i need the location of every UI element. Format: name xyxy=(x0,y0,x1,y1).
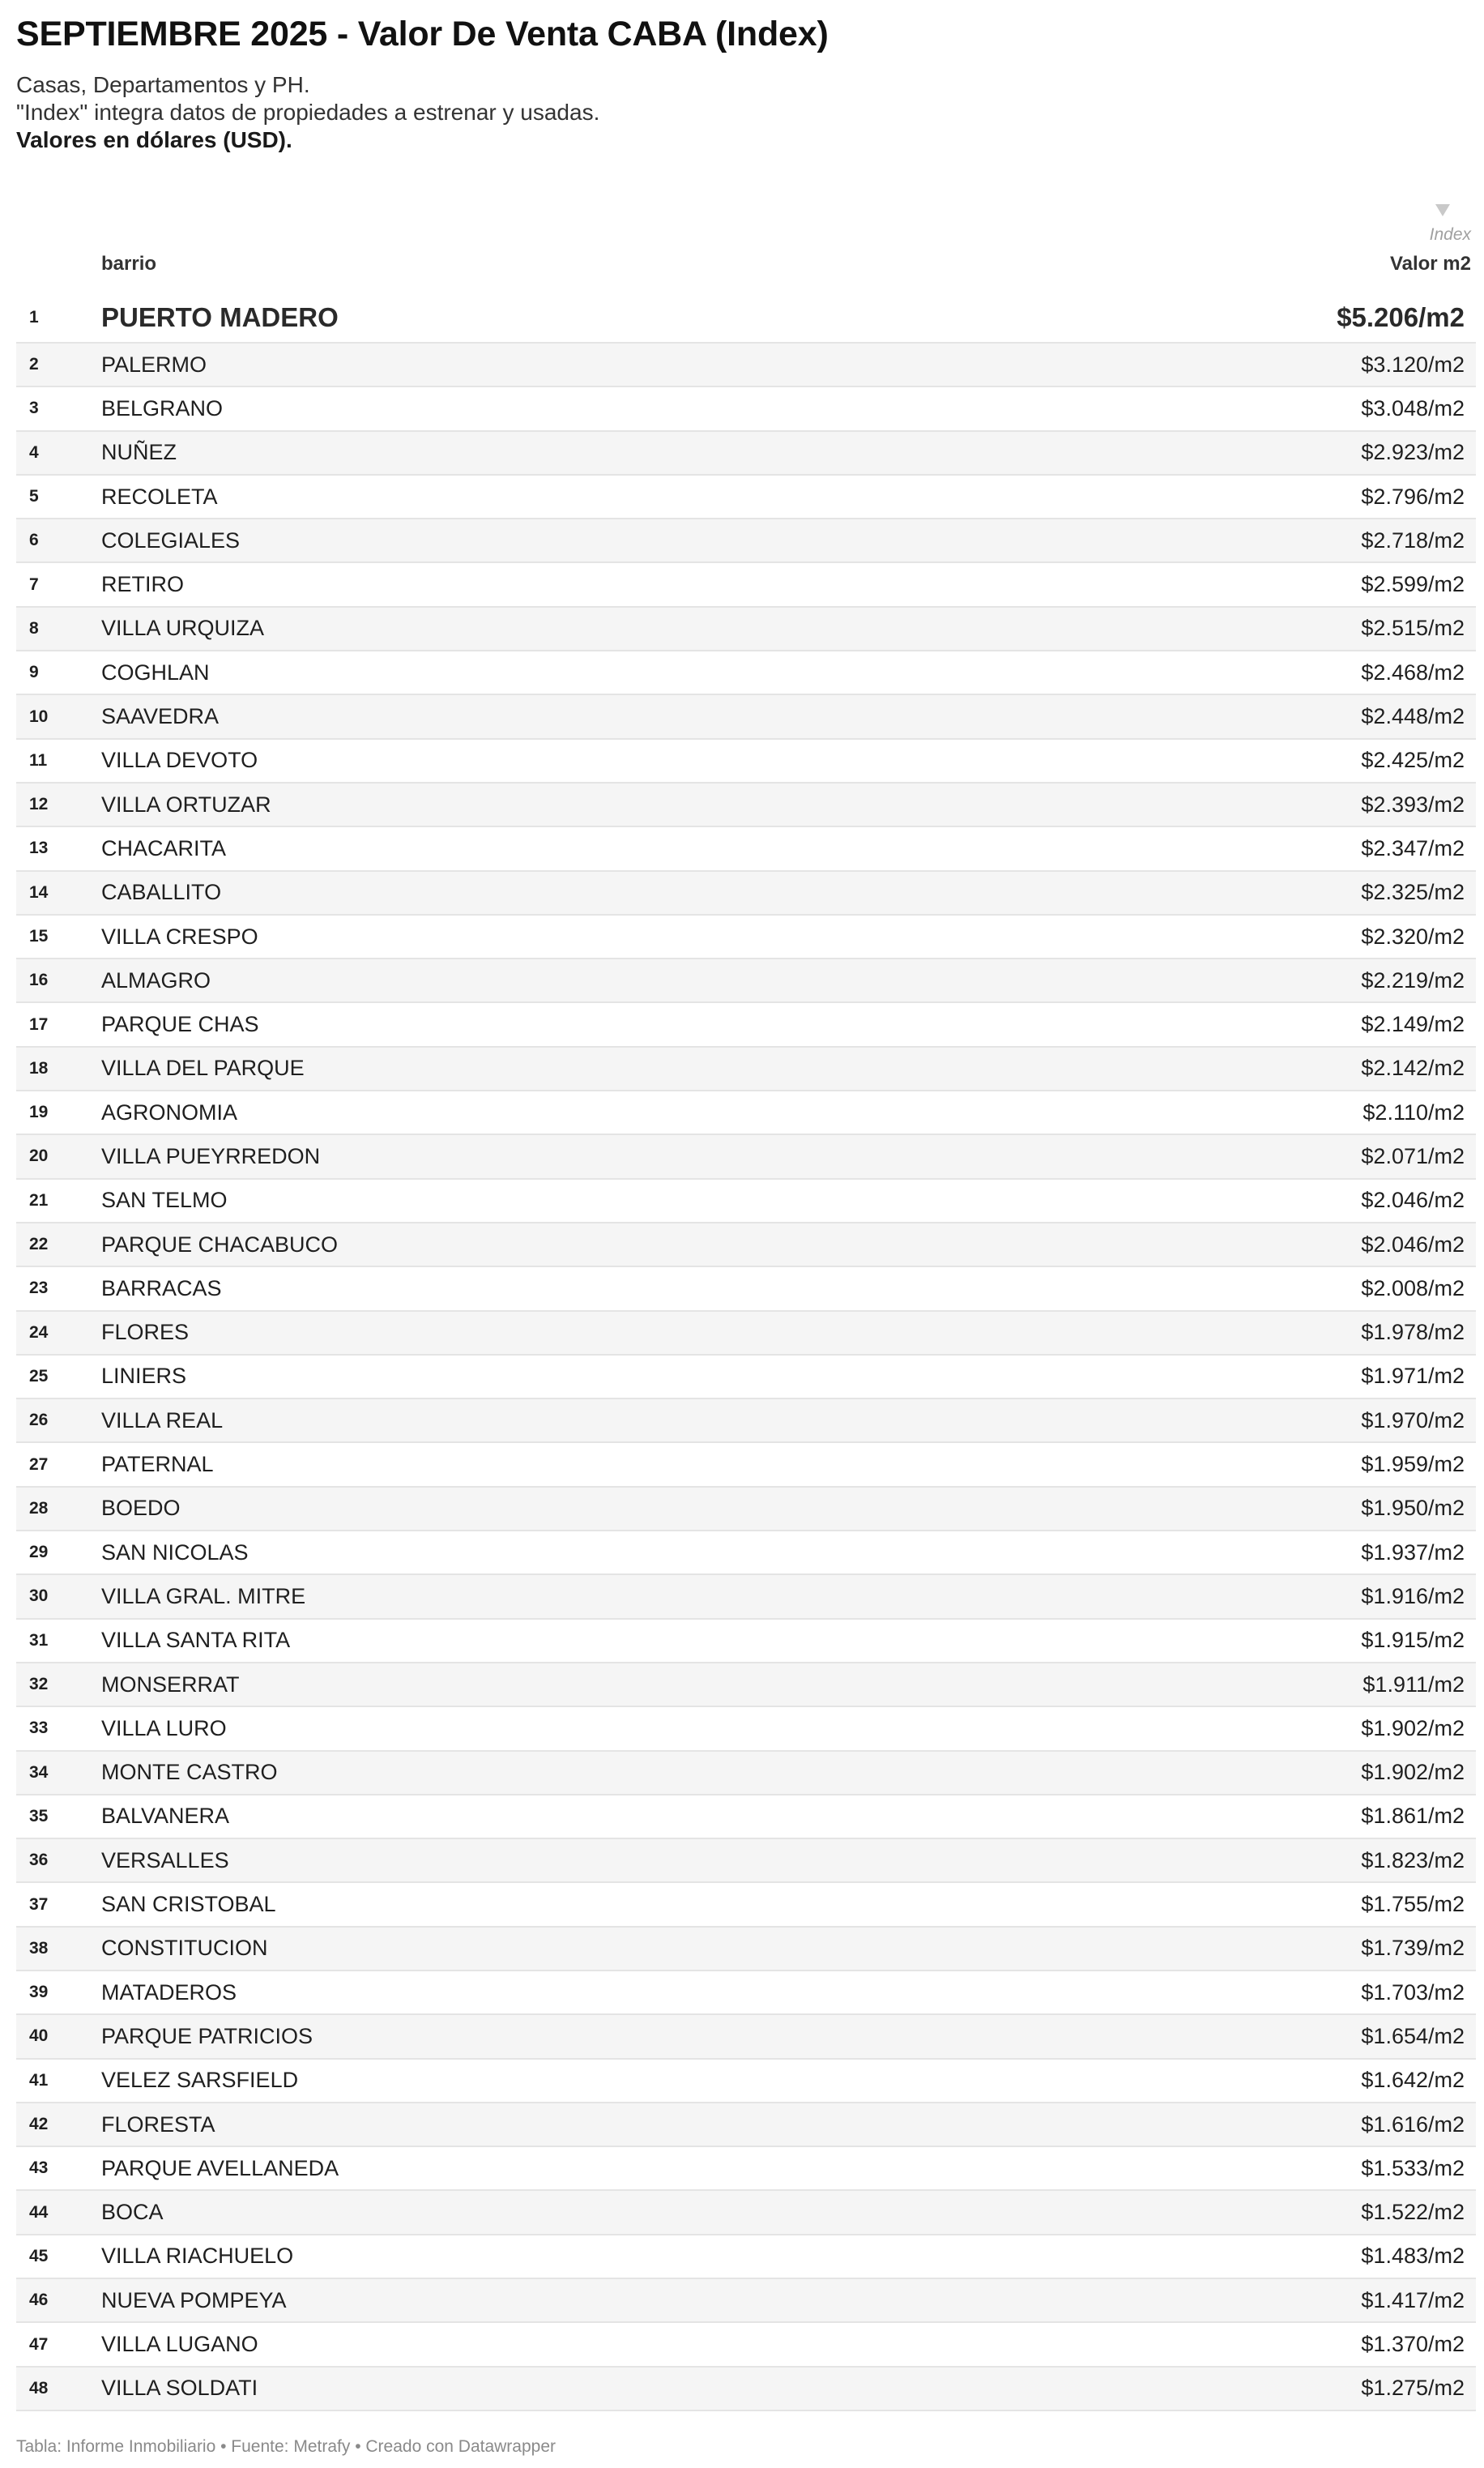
row-barrio: VILLA DEL PARQUE xyxy=(101,1056,305,1081)
row-barrio: PATERNAL xyxy=(101,1452,214,1477)
table-row xyxy=(16,1180,1476,1223)
row-rank: 6 xyxy=(29,531,39,550)
table-row xyxy=(16,1443,1476,1487)
row-rank: 35 xyxy=(29,1806,49,1825)
table-row xyxy=(16,1620,1476,1663)
row-valor: $1.275/m2 xyxy=(1361,2376,1465,2401)
row-valor: $1.937/m2 xyxy=(1361,1539,1465,1565)
row-rank: 30 xyxy=(29,1586,49,1606)
row-barrio: BOEDO xyxy=(101,1496,181,1521)
row-valor: $5.206/m2 xyxy=(1337,302,1465,332)
table-row xyxy=(16,1267,1476,1311)
table-row xyxy=(16,740,1476,784)
row-valor: $3.120/m2 xyxy=(1361,352,1465,377)
row-rank: 20 xyxy=(29,1146,49,1166)
table-row xyxy=(16,827,1476,871)
row-rank: 7 xyxy=(29,574,39,594)
row-rank: 29 xyxy=(29,1543,49,1562)
row-barrio: FLORESTA xyxy=(101,2111,215,2137)
row-barrio: BARRACAS xyxy=(101,1275,222,1300)
row-rank: 26 xyxy=(29,1411,49,1430)
row-valor: $2.425/m2 xyxy=(1361,748,1465,773)
row-valor: $2.393/m2 xyxy=(1361,792,1465,817)
table-row xyxy=(16,1135,1476,1179)
row-barrio: PUERTO MADERO xyxy=(101,302,339,332)
row-valor: $2.796/m2 xyxy=(1361,484,1465,509)
table-row xyxy=(16,1795,1476,1839)
row-barrio: VILLA LUGANO xyxy=(101,2332,258,2356)
row-rank: 15 xyxy=(29,927,49,946)
row-valor: $2.008/m2 xyxy=(1361,1275,1465,1300)
subtitle-line-2: "Index" integra datos de propiedades a estrenar y usadas. xyxy=(16,100,600,125)
table-row xyxy=(16,432,1476,476)
row-valor: $1.654/m2 xyxy=(1361,2023,1465,2048)
row-rank: 12 xyxy=(29,795,49,814)
row-valor: $2.718/m2 xyxy=(1361,527,1465,553)
row-barrio: VERSALLES xyxy=(101,1847,229,1872)
sort-column-label: Index xyxy=(1429,225,1471,244)
row-rank: 33 xyxy=(29,1719,49,1738)
row-barrio: RETIRO xyxy=(101,572,185,597)
row-valor: $1.417/m2 xyxy=(1361,2287,1465,2312)
table-row xyxy=(16,608,1476,651)
column-header-valor[interactable]: Valor m2 xyxy=(1389,253,1471,275)
row-valor: $1.642/m2 xyxy=(1361,2068,1465,2093)
row-valor: $1.739/m2 xyxy=(1361,1936,1465,1961)
row-valor: $1.916/m2 xyxy=(1361,1583,1465,1608)
row-barrio: MONTE CASTRO xyxy=(101,1760,278,1785)
row-rank: 46 xyxy=(29,2291,49,2310)
row-rank: 45 xyxy=(29,2246,49,2265)
row-valor: $1.755/m2 xyxy=(1361,1892,1465,1917)
table-row xyxy=(16,387,1476,431)
row-barrio: VILLA SOLDATI xyxy=(101,2376,258,2401)
row-valor: $1.522/m2 xyxy=(1361,2200,1465,2225)
row-valor: $1.911/m2 xyxy=(1362,1672,1465,1697)
row-rank: 2 xyxy=(29,355,39,374)
row-barrio: MONSERRAT xyxy=(101,1672,240,1697)
table-row xyxy=(16,959,1476,1003)
row-barrio: CONSTITUCION xyxy=(101,1936,268,1961)
row-rank: 14 xyxy=(29,882,49,902)
table-row xyxy=(16,1707,1476,1751)
row-valor: $1.950/m2 xyxy=(1361,1496,1465,1521)
table-row xyxy=(16,784,1476,827)
row-barrio: VILLA GRAL. MITRE xyxy=(101,1583,306,1608)
row-rank: 3 xyxy=(29,399,39,418)
row-valor: $2.468/m2 xyxy=(1361,660,1465,685)
row-valor: $1.823/m2 xyxy=(1361,1847,1465,1872)
row-rank: 11 xyxy=(29,750,48,770)
row-valor: $2.046/m2 xyxy=(1361,1232,1465,1257)
row-valor: $2.923/m2 xyxy=(1361,440,1465,465)
row-rank: 47 xyxy=(29,2334,49,2354)
row-valor: $3.048/m2 xyxy=(1361,395,1465,421)
table-row xyxy=(16,293,1476,344)
row-rank: 43 xyxy=(29,2158,49,2178)
table-row xyxy=(16,2103,1476,2147)
row-barrio: PARQUE PATRICIOS xyxy=(101,2023,313,2048)
row-barrio: VILLA RIACHUELO xyxy=(101,2244,294,2269)
row-valor: $2.515/m2 xyxy=(1361,616,1465,641)
row-barrio: VELEZ SARSFIELD xyxy=(101,2068,299,2093)
row-barrio: NUEVA POMPEYA xyxy=(101,2287,287,2312)
row-rank: 32 xyxy=(29,1675,49,1694)
row-barrio: LINIERS xyxy=(101,1364,187,1389)
row-valor: $1.861/m2 xyxy=(1361,1804,1465,1829)
row-barrio: PARQUE AVELLANEDA xyxy=(101,2155,339,2180)
row-barrio: MATADEROS xyxy=(101,1979,237,2005)
table-row xyxy=(16,1399,1476,1443)
table-row xyxy=(16,1971,1476,2015)
subtitle xyxy=(16,71,599,154)
row-barrio: BELGRANO xyxy=(101,395,224,421)
table-row xyxy=(16,1839,1476,1883)
table-row xyxy=(16,2368,1476,2411)
row-valor: $2.347/m2 xyxy=(1361,835,1465,860)
row-barrio: AGRONOMIA xyxy=(101,1099,238,1125)
table-row xyxy=(16,2235,1476,2279)
table-row xyxy=(16,916,1476,959)
row-barrio: VILLA SANTA RITA xyxy=(101,1628,291,1653)
row-rank: 19 xyxy=(29,1103,49,1122)
row-barrio: SAN TELMO xyxy=(101,1188,228,1213)
row-valor: $1.970/m2 xyxy=(1361,1407,1465,1433)
table-row xyxy=(16,651,1476,695)
page-title: SEPTIEMBRE 2025 - Valor De Venta CABA (Index) xyxy=(16,15,829,53)
row-rank: 34 xyxy=(29,1762,49,1782)
row-valor: $2.320/m2 xyxy=(1361,924,1465,949)
row-rank: 22 xyxy=(29,1235,49,1254)
row-valor: $1.703/m2 xyxy=(1361,1979,1465,2005)
subtitle-line-3: Valores en dólares (USD). xyxy=(16,127,292,152)
row-barrio: VILLA PUEYRREDON xyxy=(101,1143,321,1168)
row-barrio: SAN CRISTOBAL xyxy=(101,1892,276,1917)
row-valor: $1.483/m2 xyxy=(1361,2244,1465,2269)
data-table xyxy=(16,293,1476,2411)
row-rank: 4 xyxy=(29,442,39,462)
row-rank: 39 xyxy=(29,1983,49,2002)
column-header-barrio[interactable]: barrio xyxy=(101,253,157,275)
table-row xyxy=(16,2191,1476,2235)
row-valor: $2.448/m2 xyxy=(1361,704,1465,729)
row-barrio: VILLA CRESPO xyxy=(101,924,258,949)
row-rank: 38 xyxy=(29,1938,49,1958)
table-row xyxy=(16,1531,1476,1575)
row-barrio: PARQUE CHAS xyxy=(101,1012,259,1037)
table-row xyxy=(16,1048,1476,1091)
table-row xyxy=(16,2147,1476,2191)
footer-credits: Tabla: Informe Inmobiliario • Fuente: Metrafy • Creado con Datawrapper xyxy=(16,2437,556,2456)
table-row xyxy=(16,1223,1476,1267)
table-row xyxy=(16,2323,1476,2367)
row-rank: 41 xyxy=(29,2070,49,2090)
table-row xyxy=(16,1312,1476,1356)
row-valor: $1.616/m2 xyxy=(1361,2111,1465,2137)
row-barrio: PALERMO xyxy=(101,352,207,377)
table-row xyxy=(16,519,1476,563)
table-row xyxy=(16,344,1476,387)
row-barrio: SAN NICOLAS xyxy=(101,1539,249,1565)
row-rank: 13 xyxy=(29,839,49,858)
row-rank: 21 xyxy=(29,1190,49,1210)
row-rank: 37 xyxy=(29,1894,49,1914)
subtitle-line-1: Casas, Departamentos y PH. xyxy=(16,72,310,97)
row-barrio: VILLA URQUIZA xyxy=(101,616,265,641)
row-barrio: VILLA LURO xyxy=(101,1715,227,1740)
row-rank: 1 xyxy=(29,308,39,327)
table-row xyxy=(16,695,1476,739)
row-rank: 31 xyxy=(29,1630,49,1650)
row-rank: 36 xyxy=(29,1851,49,1870)
table-row xyxy=(16,563,1476,607)
row-valor: $2.325/m2 xyxy=(1361,880,1465,905)
row-valor: $2.142/m2 xyxy=(1361,1056,1465,1081)
row-rank: 24 xyxy=(29,1322,49,1342)
row-barrio: ALMAGRO xyxy=(101,967,211,993)
row-rank: 18 xyxy=(29,1058,49,1078)
table-row xyxy=(16,1003,1476,1047)
row-rank: 5 xyxy=(29,487,39,506)
row-rank: 23 xyxy=(29,1279,49,1298)
table-row xyxy=(16,872,1476,916)
row-barrio: CHACARITA xyxy=(101,835,227,860)
row-valor: $2.046/m2 xyxy=(1361,1188,1465,1213)
row-valor: $2.110/m2 xyxy=(1362,1099,1465,1125)
row-barrio: VILLA REAL xyxy=(101,1407,224,1433)
row-valor: $2.071/m2 xyxy=(1361,1143,1465,1168)
row-barrio: COGHLAN xyxy=(101,660,210,685)
row-rank: 44 xyxy=(29,2202,49,2222)
row-valor: $1.959/m2 xyxy=(1361,1452,1465,1477)
row-rank: 48 xyxy=(29,2378,49,2398)
row-barrio: BOCA xyxy=(101,2200,164,2225)
row-valor: $2.149/m2 xyxy=(1361,1012,1465,1037)
sort-descending-icon[interactable] xyxy=(1435,204,1450,216)
row-valor: $1.971/m2 xyxy=(1361,1364,1465,1389)
table-row xyxy=(16,2060,1476,2103)
row-rank: 27 xyxy=(29,1454,49,1474)
row-barrio: VILLA DEVOTO xyxy=(101,748,258,773)
row-barrio: COLEGIALES xyxy=(101,527,241,553)
row-barrio: VILLA ORTUZAR xyxy=(101,792,271,817)
row-rank: 40 xyxy=(29,2026,49,2046)
table-row xyxy=(16,1488,1476,1531)
row-barrio: SAAVEDRA xyxy=(101,704,220,729)
row-valor: $1.370/m2 xyxy=(1361,2332,1465,2356)
row-rank: 9 xyxy=(29,663,39,682)
row-rank: 25 xyxy=(29,1366,49,1386)
table-row xyxy=(16,1663,1476,1707)
row-rank: 28 xyxy=(29,1498,49,1518)
row-valor: $2.219/m2 xyxy=(1361,967,1465,993)
table-row xyxy=(16,1883,1476,1927)
row-barrio: PARQUE CHACABUCO xyxy=(101,1232,339,1257)
row-barrio: CABALLITO xyxy=(101,880,222,905)
row-valor: $2.599/m2 xyxy=(1361,572,1465,597)
row-valor: $1.978/m2 xyxy=(1361,1320,1465,1345)
row-rank: 42 xyxy=(29,2115,49,2134)
table-row xyxy=(16,2015,1476,2059)
row-rank: 17 xyxy=(29,1014,49,1034)
row-barrio: BALVANERA xyxy=(101,1804,230,1829)
row-valor: $1.915/m2 xyxy=(1361,1628,1465,1653)
table-row xyxy=(16,1091,1476,1135)
row-rank: 8 xyxy=(29,618,39,638)
row-barrio: FLORES xyxy=(101,1320,190,1345)
row-valor: $1.902/m2 xyxy=(1361,1760,1465,1785)
table-row xyxy=(16,1575,1476,1619)
row-barrio: NUÑEZ xyxy=(101,440,177,465)
row-barrio: RECOLETA xyxy=(101,484,218,509)
row-valor: $1.902/m2 xyxy=(1361,1715,1465,1740)
row-rank: 10 xyxy=(29,707,49,726)
table-row xyxy=(16,1752,1476,1795)
table-row xyxy=(16,2279,1476,2323)
table-row xyxy=(16,476,1476,519)
table-row xyxy=(16,1928,1476,1971)
row-rank: 16 xyxy=(29,971,49,990)
table-row xyxy=(16,1356,1476,1399)
row-valor: $1.533/m2 xyxy=(1361,2155,1465,2180)
